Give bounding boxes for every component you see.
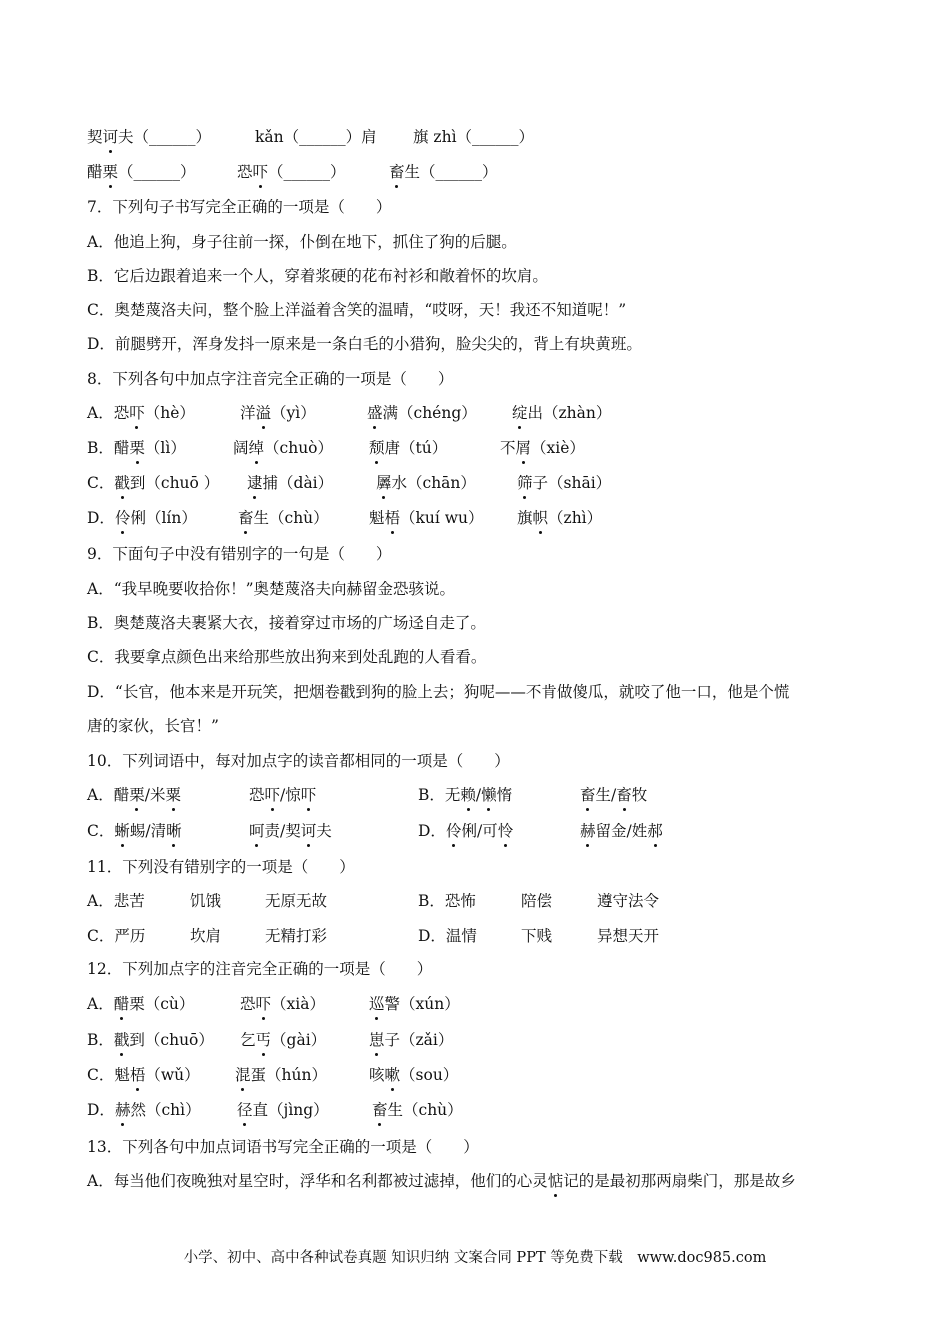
item-qihefu: 契诃夫（______） [87,128,212,146]
question-13-stem: 13．下列各句中加点词语书写完全正确的一项是（ ） [87,1138,479,1156]
question-13-option-a: A．每当他们夜晚独对星空时，浮华和名利都被过滤掉，他们的心灵惦记的是最初那两扇柴门，那是故乡 [87,1172,796,1190]
question-10-stem: 10．下列词语中，每对加点字的读音都相同的一项是（ ） [87,752,510,770]
question-7-stem: 7．下列句子书写完全正确的一项是（ ） [87,198,392,216]
question-7-option-a: A．他追上狗，身子往前一探，仆倒在地下，抓住了狗的后腿。 [87,233,517,251]
item-qizhi: 旗 zhì（______） [413,128,535,146]
question-9-option-a: A．“我早晚要收拾你！”奥楚蔑洛夫向赫留金恐骇说。 [87,580,456,598]
question-9-option-d: D．“长官，他本来是开玩笑，把烟卷戳到狗的脸上去；狗呢——不肯做傻瓜，就咬了他一口，他是个慌 [87,683,790,701]
page-footer: 小学、初中、高中各种试卷真题 知识归纳 文案合同 PPT 等免费下载 www.doc985.com [183,1250,767,1266]
question-9-option-c: C．我要拿点颜色出来给那些放出狗来到处乱跑的人看看。 [87,648,487,666]
question-11-stem: 11．下列没有错别字的一项是（ ） [87,858,355,876]
question-9-option-b: B．奥楚蔑洛夫裹紧大衣，接着穿过市场的广场迳自走了。 [87,614,486,632]
question-9-stem: 9．下面句子中没有错别字的一句是（ ） [87,545,392,563]
question-8-stem: 8．下列各句中加点字注音完全正确的一项是（ ） [87,370,454,388]
question-12-stem: 12．下列加点字的注音完全正确的一项是（ ） [87,960,433,978]
question-7-option-c: C．奥楚蔑洛夫问，整个脸上洋溢着含笑的温晴，“哎呀，天！我还不知道呢！” [87,301,627,319]
item-chusheng: 畜生（______） [389,163,498,181]
item-konghe: 恐吓（______） [237,163,346,181]
question-9-option-d-continued: 唐的家伙，长官！” [87,717,219,735]
item-kanjian: kǎn（______）肩 [255,128,377,146]
question-7-option-d: D．前腿劈开，浑身发抖一原来是一条白毛的小猎狗，脸尖尖的，背上有块黄班。 [87,335,642,353]
item-culi: 醋栗（______） [87,163,196,181]
question-7-option-b: B．它后边跟着追来一个人，穿着浆硬的花布衬衫和敞着怀的坎肩。 [87,267,548,285]
